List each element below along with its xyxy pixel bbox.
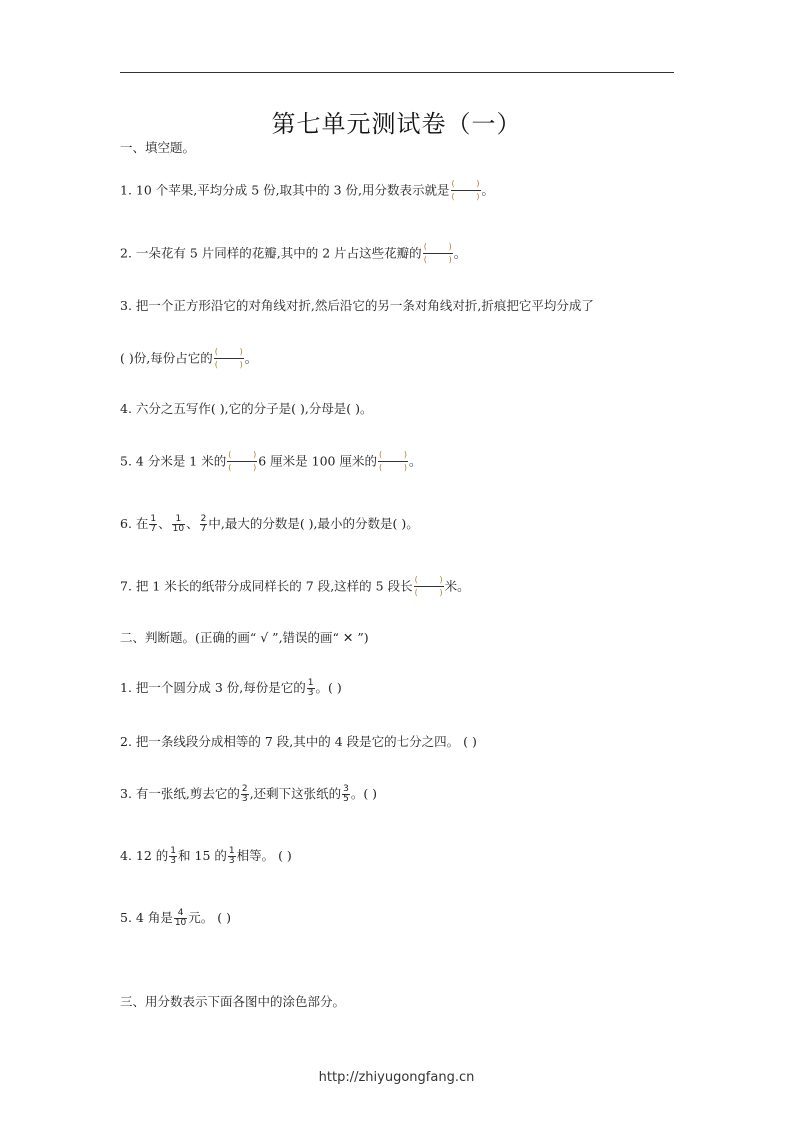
paren-open: ( — [414, 588, 418, 597]
question-1-7 — [120, 576, 470, 598]
fraction — [200, 515, 208, 534]
question-text-end: 元。 ( ) — [188, 910, 231, 925]
question-text: 和 15 的 — [178, 848, 227, 863]
numerator: 1 — [170, 846, 177, 856]
question-2-5 — [120, 908, 231, 928]
question-text: 5. 4 分米是 1 米的 — [120, 453, 227, 469]
question-text: 5. 4 角是 — [120, 910, 173, 925]
fraction — [342, 785, 350, 804]
paren-open: ( — [214, 347, 218, 356]
question-text-end: 。 — [453, 245, 467, 261]
question-text: 1. 把一个圆分成 3 份,每份是它的 — [120, 680, 306, 695]
fraction-bar — [451, 190, 481, 191]
fraction-bar — [227, 461, 257, 462]
question-text: 2. 一朵花有 5 片同样的花瓣,其中的 2 片占这些花瓣的 — [120, 245, 422, 261]
paren-close: ) — [448, 242, 452, 251]
question-text-end: 。( ) — [350, 786, 378, 801]
question-2-1 — [120, 678, 342, 698]
fraction — [149, 515, 157, 534]
fraction-bar — [414, 586, 444, 587]
fraction-bar — [423, 253, 453, 254]
question-text: ,还剩下这张纸的 — [249, 786, 342, 801]
fraction — [169, 847, 177, 866]
question-text: ( )份,每份占它的 — [120, 350, 213, 366]
fraction — [307, 679, 315, 698]
paren-close: ) — [403, 450, 407, 459]
paren-close: ) — [239, 360, 243, 369]
question-1-3: 3. 把一个正方形沿它的对角线对折,然后沿它的另一条对角线对折,折痕把它平均分成了 — [120, 298, 594, 313]
question-text: 1. 10 个苹果,平均分成 5 份,取其中的 3 份,用分数表示就是 — [120, 182, 450, 198]
denominator: 10 — [174, 918, 187, 928]
denominator: 3 — [170, 856, 177, 866]
question-text: 7. 把 1 米长的纸带分成同样长的 7 段,这样的 5 段长 — [120, 578, 413, 594]
paren-close: ) — [253, 450, 257, 459]
question-text: 4. 12 的 — [120, 848, 169, 863]
footer-url[interactable]: http://zhiyugongfang.cn — [318, 1070, 475, 1085]
paren-open: ( — [423, 255, 427, 264]
blank-fraction[interactable] — [227, 451, 257, 473]
paren-close: ) — [439, 575, 443, 584]
question-1-6 — [120, 514, 419, 534]
question-text-end: 中,最大的分数是( ),最小的分数是( )。 — [208, 516, 419, 531]
question-2-2: 2. 把一条线段分成相等的 7 段,其中的 4 段是它的七分之四。 ( ) — [120, 734, 477, 749]
question-text-end: 相等。 ( ) — [236, 848, 292, 863]
denominator: 10 — [172, 524, 185, 534]
blank-fraction[interactable] — [451, 180, 481, 202]
paren-open: ( — [451, 192, 455, 201]
paren-open: ( — [378, 450, 383, 459]
question-1-2 — [120, 243, 466, 265]
question-text-end: 米。 — [444, 578, 470, 594]
section3-heading: 三、用分数表示下面各图中的涂色部分。 — [120, 994, 346, 1009]
numerator: 1 — [150, 514, 157, 524]
denominator: 7 — [200, 524, 207, 534]
denominator: 7 — [150, 524, 157, 534]
paren-open: ( — [451, 179, 455, 188]
numerator: 4 — [177, 908, 184, 918]
header-rule — [120, 72, 674, 73]
question-1-5 — [120, 451, 421, 473]
question-text-end: 。 — [244, 350, 258, 366]
paren-open: ( — [228, 463, 232, 472]
separator: 、 — [158, 516, 171, 531]
fraction — [174, 909, 187, 928]
paren-close: ) — [403, 463, 407, 472]
numerator: 2 — [200, 514, 207, 524]
page-title: 第七单元测试卷（一） — [271, 110, 522, 138]
fraction — [228, 847, 236, 866]
numerator: 2 — [241, 784, 248, 794]
fraction — [241, 785, 249, 804]
blank-fraction[interactable] — [214, 348, 244, 370]
numerator: 1 — [175, 514, 182, 524]
paren-open: ( — [214, 360, 218, 369]
paren-open: ( — [423, 242, 427, 251]
question-1-1 — [120, 180, 494, 202]
question-text: 3. 有一张纸,剪去它的 — [120, 786, 240, 801]
fraction — [172, 515, 185, 534]
question-2-4 — [120, 846, 292, 866]
denominator: 3 — [307, 688, 314, 698]
denominator: 5 — [343, 794, 349, 804]
denominator: 3 — [241, 794, 248, 804]
paren-open: ( — [414, 575, 418, 584]
paren-open: ( — [378, 463, 383, 472]
section2-heading: 二、判断题。(正确的画“ √ ”,错误的画“ ✕ ”) — [120, 630, 369, 645]
numerator: 1 — [307, 678, 314, 688]
paren-close: ) — [439, 588, 443, 597]
numerator: 3 — [343, 784, 349, 794]
paren-close: ) — [239, 347, 243, 356]
question-text-end: 。 — [408, 453, 422, 469]
paren-open: ( — [228, 450, 232, 459]
question-text: 6 厘米是 100 厘米的 — [258, 453, 377, 469]
section1-heading: 一、填空题。 — [120, 140, 196, 155]
blank-fraction[interactable] — [378, 451, 408, 473]
question-text-end: 。( ) — [315, 680, 342, 695]
blank-fraction[interactable] — [414, 576, 444, 598]
paren-close: ) — [448, 255, 452, 264]
paren-close: ) — [253, 463, 257, 472]
question-1-4: 4. 六分之五写作( ),它的分子是( ),分母是( )。 — [120, 401, 373, 416]
separator: 、 — [186, 516, 199, 531]
denominator: 3 — [228, 856, 235, 866]
fraction-bar — [378, 461, 408, 462]
fraction-bar — [214, 358, 244, 359]
numerator: 1 — [228, 846, 235, 856]
question-1-3-cont — [120, 348, 257, 370]
paren-close: ) — [476, 179, 480, 188]
paren-close: ) — [476, 192, 480, 201]
question-text: 6. 在 — [120, 516, 149, 531]
question-2-3 — [120, 784, 377, 804]
question-text-end: 。 — [481, 182, 495, 198]
blank-fraction[interactable] — [423, 243, 453, 265]
